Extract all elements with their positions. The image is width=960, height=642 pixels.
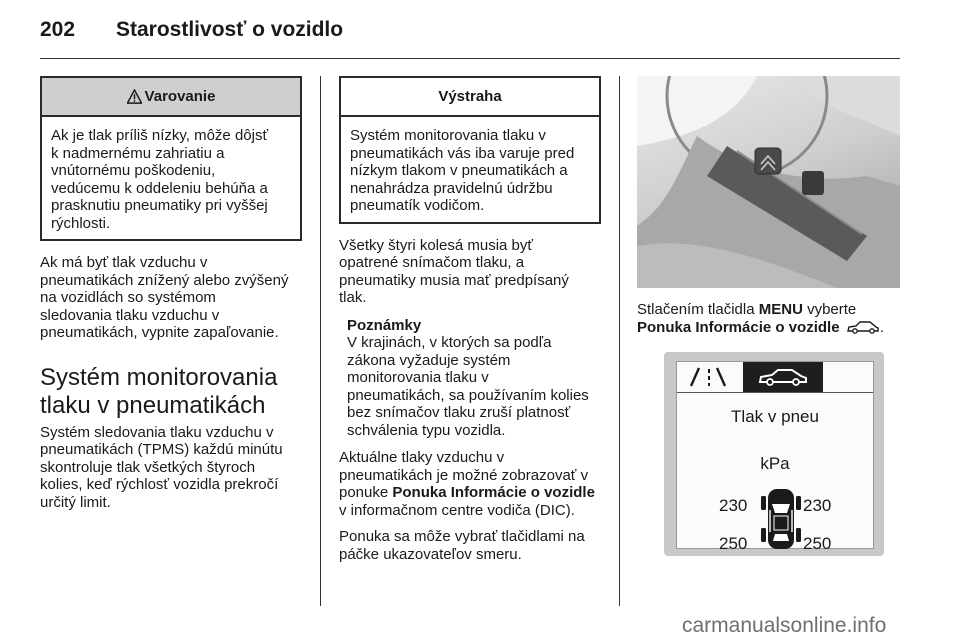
column-divider-1: [320, 76, 321, 606]
tire-pressure-title: Tlak v pneu: [731, 407, 819, 426]
paragraph-sensors: Všetky štyri kolesá musia byť opatrené snímačom tlaku, a pneumatiky musia mať predpísaný tlak.: [339, 236, 569, 306]
caution-box-body: Systém monitorovania tlaku v pneumatikách vás iba varuje pred nízkym tlakom v pneumatikách a nenahrádza pravidelnú údržbu pneumatík vodičom.: [350, 127, 575, 214]
paragraph-current-pressure: Aktuálne tlaky vzduchu v pneumatikách je možné zobrazovať v ponuke Ponuka Informácie o vozidle v informačnom centre vodiča (DIC).: [339, 449, 595, 519]
column-divider-2: [619, 76, 620, 606]
page-title: Starostlivosť o vozidlo: [116, 18, 344, 41]
note-block: Poznámky V krajinách, v ktorých sa podľa zákona vyžaduje systém monitorovania tlaku v pneumatikách, sa používaním kolies bez snímačov tlaku zruší platnosť schválenia typu vozidla.: [339, 317, 601, 440]
caption: Stlačením tlačidla MENU vyberte Ponuka Informácie o vozidle .: [637, 301, 907, 339]
warning-triangle-icon: [127, 81, 142, 118]
rear-right-pressure: 250: [803, 534, 832, 553]
watermark: carmanualsonline.info: [682, 614, 887, 637]
car-icon: [757, 368, 809, 391]
warning-box-title: Varovanie: [42, 78, 300, 117]
front-left-pressure: 230: [719, 496, 748, 515]
car-icon: [846, 320, 880, 339]
note-title: Poznámky: [347, 316, 422, 334]
column-2: [339, 76, 601, 563]
column-1: [40, 76, 302, 511]
vehicle-info-menu-label: Ponuka Informácie o vozidle: [637, 319, 840, 336]
road-lanes-icon: [687, 366, 731, 393]
page-header: [40, 18, 343, 42]
vehicle-info-tab: [743, 362, 823, 392]
tab-divider: [677, 392, 873, 393]
warning-box: [40, 76, 302, 241]
front-right-pressure: 230: [803, 496, 832, 515]
paragraph-menu-buttons: Ponuka sa môže vybrať tlačidlami na páčke ukazovateľov smeru.: [339, 528, 585, 563]
warning-box-body: Ak je tlak príliš nízky, môže dôjsť k nadmernému zahriatiu a vnútornému poškodeniu, vedúcemu k oddeleniu behúňa a prasknutiu pneumatiky pri vyššej rýchlosti.: [51, 127, 269, 232]
caution-box-title: Výstraha: [341, 78, 599, 117]
paragraph-ignition: Ak má byť tlak vzduchu v pneumatikách znížený alebo zvýšený na vozidlách so systémom sledovania tlaku vzduchu v pneumatikách, vypnite zapaľovanie.: [40, 254, 289, 341]
paragraph-tpms: Systém sledovania tlaku vzduchu v pneumatikách (TPMS) každú minútu skontroluje tlak všetkých štyroch kolies, keď rýchlosť vozidla prekročí určitý limit.: [40, 423, 283, 511]
rear-left-pressure: 250: [719, 534, 748, 553]
menu-button-label: MENU: [758, 301, 803, 318]
car-topview-icon: [761, 488, 801, 555]
page-number: 202: [40, 18, 76, 41]
section-heading: Systém monitorovania tlaku v pneumatikách: [40, 363, 278, 419]
pressure-unit: kPa: [760, 454, 790, 473]
caution-box: [339, 76, 601, 224]
turn-signal-lever-photo: [637, 76, 900, 288]
header-rule: [40, 58, 900, 59]
dic-screen: [676, 361, 874, 553]
dic-display: [664, 352, 884, 556]
